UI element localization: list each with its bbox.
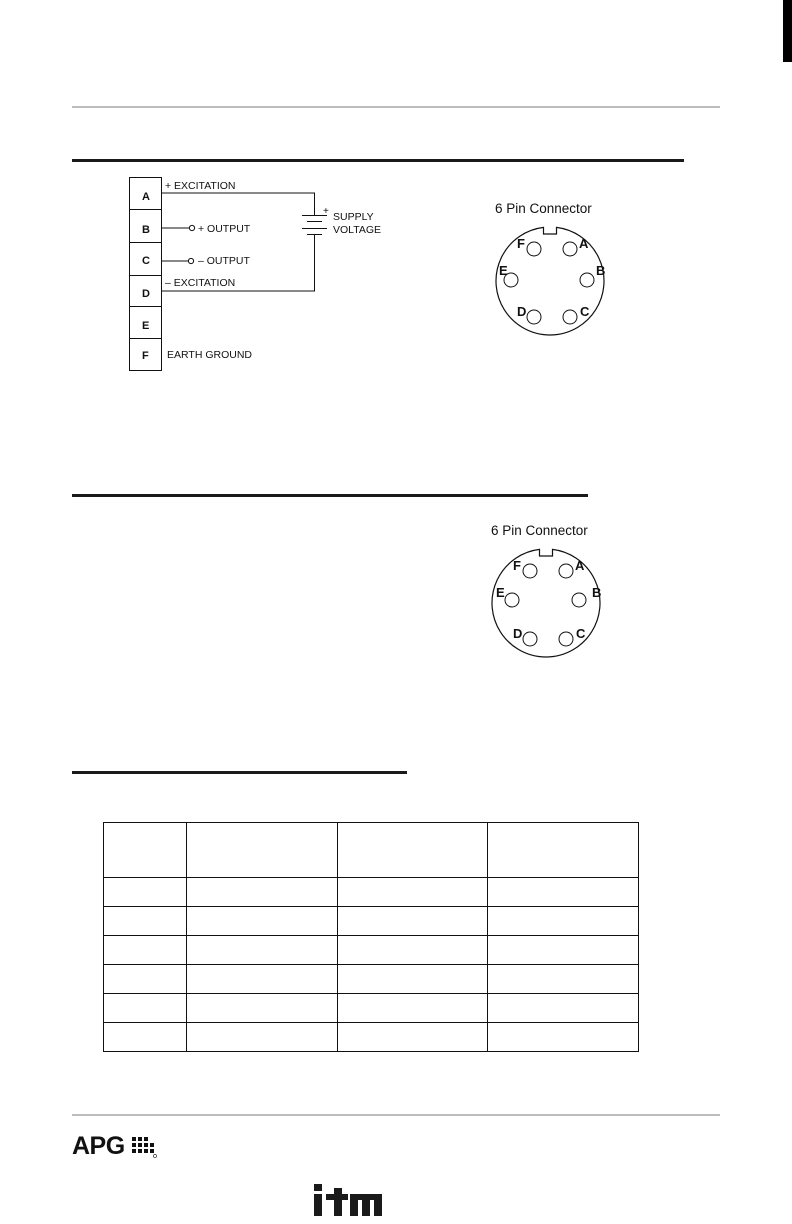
connector-1-label-e: E [499,263,508,278]
table-cell [488,965,639,994]
table-cell [338,823,488,878]
table-row [104,965,639,994]
table-cell [187,1023,338,1052]
table-cell [104,878,187,907]
table-cell [187,965,338,994]
connector-2-pin-c [559,632,573,646]
connector-1-pin-b [580,273,594,287]
table-cell [488,1023,639,1052]
table-cell [338,907,488,936]
itm-logo [312,1184,384,1216]
table-cell [488,823,639,878]
terminal-a: A [142,191,150,203]
terminal-c: C [142,255,150,267]
connector-2-pin-d [523,632,537,646]
terminal-e: E [142,320,150,332]
table-row [104,907,639,936]
table-cell [488,994,639,1023]
table-cell [187,994,338,1023]
table-cell [187,907,338,936]
connector-1-title: 6 Pin Connector [495,201,592,216]
table-cell [488,907,639,936]
label-neg-output: – OUTPUT [198,255,250,267]
section-rule-connector [72,494,588,497]
section-rule-table [72,771,407,774]
connector-2-label-b: B [592,585,602,600]
table-cell [488,878,639,907]
table-cell [104,1023,187,1052]
connector-2-label-c: C [576,626,586,641]
label-supply: SUPPLY [333,211,374,223]
apg-logo-grid-icon [130,1135,158,1159]
label-earth-ground: EARTH GROUND [167,349,252,361]
connector-1-label-b: B [596,263,606,278]
connector-1-pin-f [527,242,541,256]
table-row [104,878,639,907]
connector-diagram-2 [482,518,612,664]
table-cell [187,936,338,965]
table-cell [104,965,187,994]
terminal-f: F [142,350,149,362]
table-cell [187,878,338,907]
connector-1-pin-d [527,310,541,324]
table-cell [104,907,187,936]
apg-logo [72,1132,125,1161]
label-supply-plus: + [323,206,329,217]
table-row [104,1023,639,1052]
terminal-b: B [142,224,150,236]
connector-2-label-d: D [513,626,523,641]
label-voltage: VOLTAGE [333,224,382,236]
connector-2-label-e: E [496,585,505,600]
connector-2-label-a: A [575,558,585,573]
table-cell [338,1023,488,1052]
connector-1-label-f: F [517,236,525,251]
table-cell [338,994,488,1023]
table-cell [104,994,187,1023]
connector-2-pin-f [523,564,537,578]
apg-logo-text: APG [72,1132,125,1160]
connector-2-title: 6 Pin Connector [491,523,588,538]
terminal-block [130,178,162,371]
table-row [104,936,639,965]
label-pos-output: + OUTPUT [198,223,251,235]
table-cell [338,936,488,965]
table-row [104,994,639,1023]
connector-2-pin-a [559,564,573,578]
connector-1-pin-c [563,310,577,324]
table-cell [488,936,639,965]
section-rule-wiring [72,159,684,162]
output-plus-terminal-icon [189,225,194,230]
label-pos-excitation: + EXCITATION [165,180,236,192]
connector-1-label-d: D [517,304,527,319]
connector-1-pin-a [563,242,577,256]
table-cell [338,878,488,907]
connector-2-pin-b [572,593,586,607]
connector-1-label-c: C [580,304,590,319]
table-cell [104,936,187,965]
connector-2-label-f: F [513,558,521,573]
table-cell [187,823,338,878]
connector-1-label-a: A [579,236,589,251]
table-header-row [104,823,639,878]
header-rule [72,106,720,108]
connector-diagram-1 [486,196,616,342]
pinout-table [103,822,639,1052]
label-neg-excitation: – EXCITATION [165,277,236,289]
footer-rule [72,1114,720,1116]
terminal-d: D [142,288,150,300]
connector-2-pin-e [505,593,519,607]
wiring-diagram [120,170,410,380]
output-minus-terminal-icon [188,258,193,263]
table-cell [338,965,488,994]
table-cell [104,823,187,878]
edge-tab-bar [783,0,792,62]
